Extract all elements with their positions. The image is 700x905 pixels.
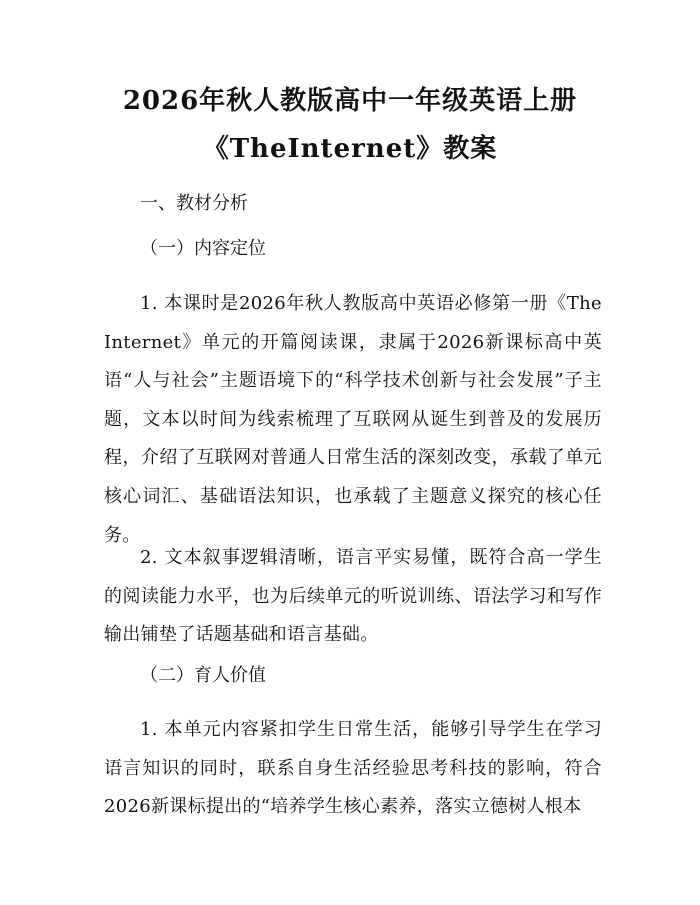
document-title-line2: 《TheInternet》教案 (202, 134, 498, 164)
paragraph-content-positioning-2: 2. 文本叙事逻辑清晰，语言平实易懂，既符合高一学生的阅读能力水平，也为后续单元的听说训练、语法学习和写作输出铺垫了话题基础和语言基础。 (104, 547, 602, 646)
subsection-heading-educational-value: （二）育人价值 (140, 665, 266, 686)
subsection-heading-content-positioning: （一）内容定位 (140, 238, 266, 259)
paragraph-content-positioning-1: 1. 本课时是2026年秋人教版高中英语必修第一册《The Internet》单元的开篇阅读课，隶属于2026新课标高中英语“人与社会”主题语境下的“科学技术创新与社会发展”子主题，文本以时间为线索梳理了互联网从诞生到普及的发展历程，介绍了互联网对普通人日常生活的深刻改变，承载了单元核心词汇、基础语法知识，也承载了主题意义探究的核心任务。 (104, 293, 602, 546)
paragraph-educational-value-1: 1. 本单元内容紧扣学生日常生活，能够引导学生在学习语言知识的同时，联系自身生活经验思考科技的影响，符合2026新课标提出的“培养学生核心素养，落实立德树人根本 (104, 719, 602, 818)
section-heading-textbook-analysis: 一、教材分析 (140, 193, 248, 214)
document-title-line1: 2026年秋人教版高中一年级英语上册 (122, 86, 578, 116)
